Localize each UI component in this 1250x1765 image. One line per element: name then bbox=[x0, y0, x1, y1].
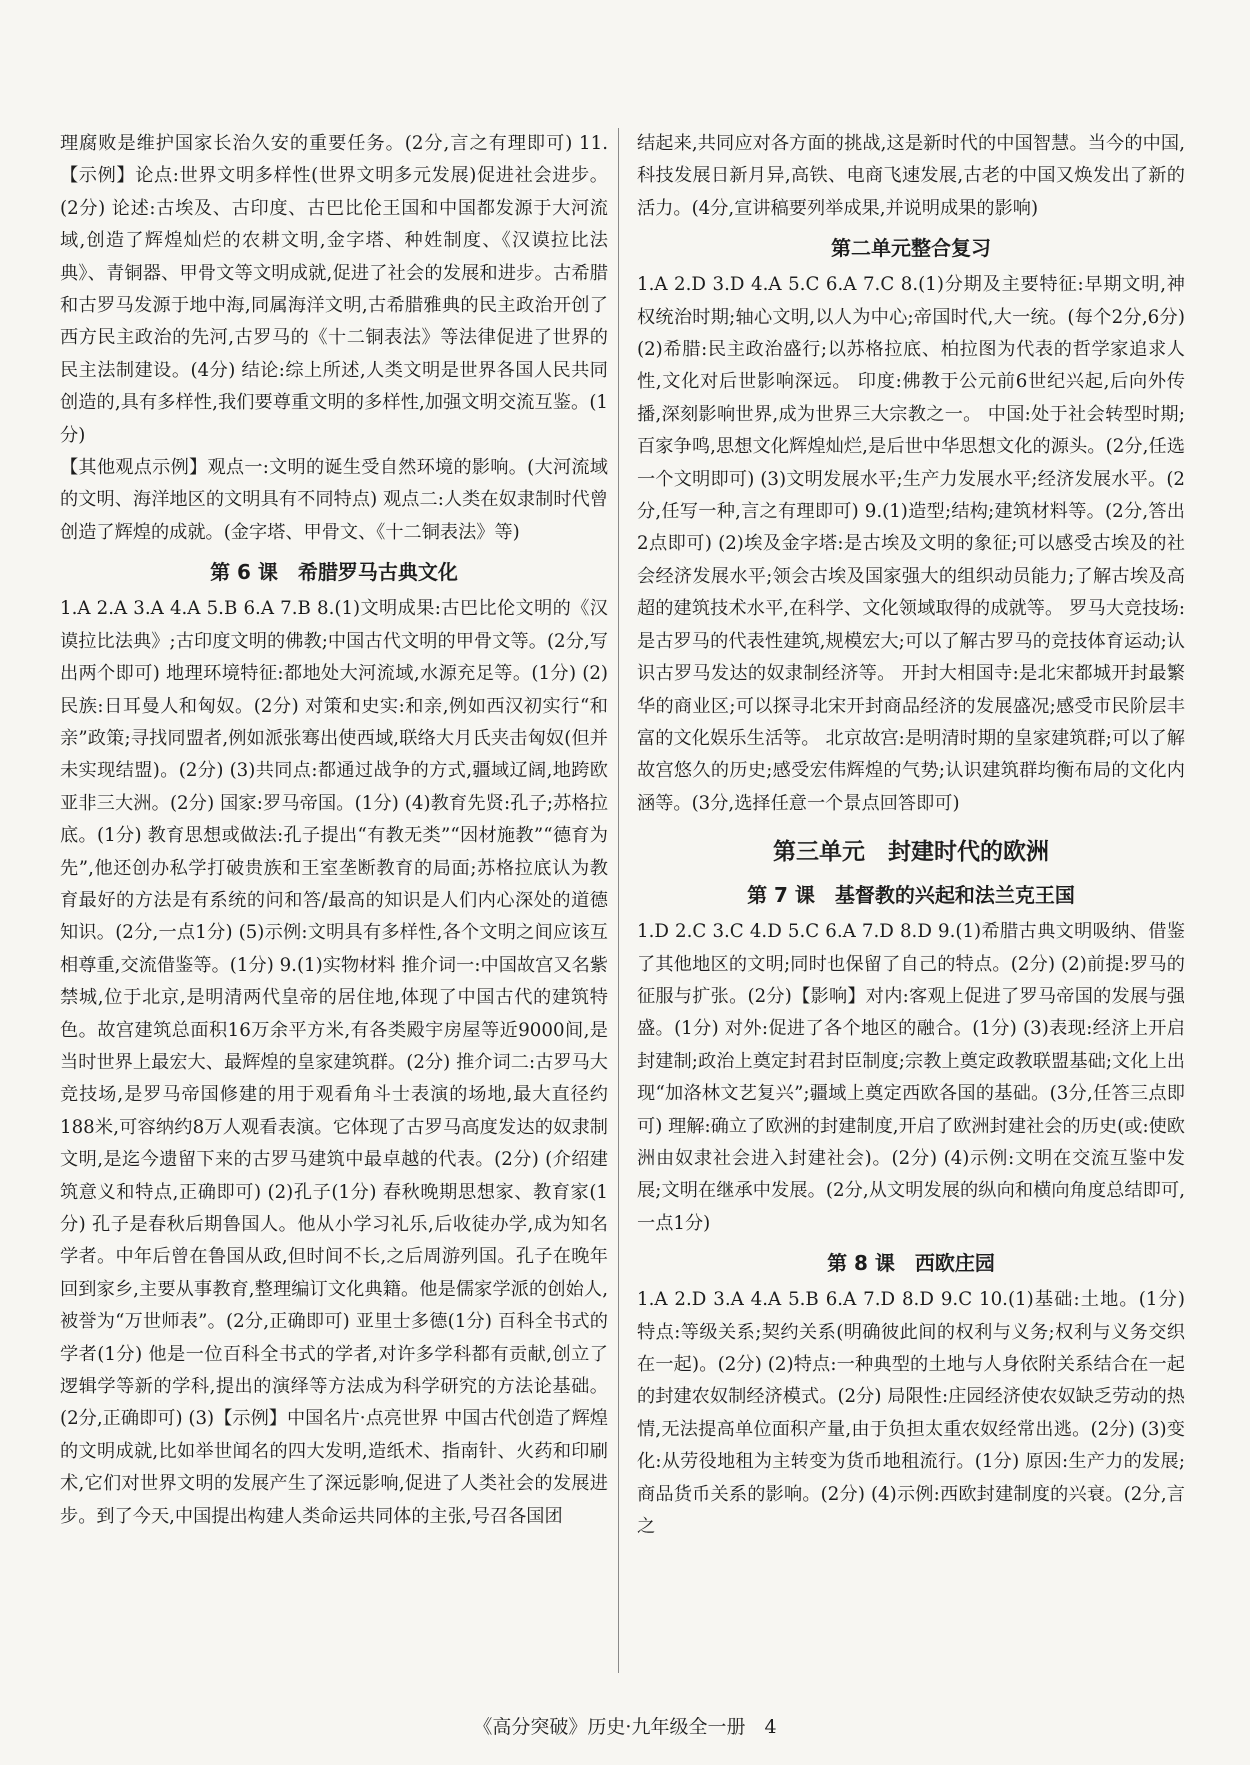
answer-paragraph: 1.D 2.C 3.C 4.D 5.C 6.A 7.D 8.D 9.(1)希腊古典文明吸纳、借鉴了其他地区的文明;同时也保留了自己的特点。(2分) (2)前提:罗马的征服与扩张。(2分)【影响】对内:客观上促进了罗马帝国的发展与强盛。(1分) 对外:促进了各个地区的融合。(1分) (3)表现:经济上开启封建制;政治上奠定封君封臣制度;宗教上奠定政教联盟基础;文化上出现“加洛林文艺复兴”;疆域上奠定西欧各国的基础。(3分,任答三点即可) 理解:确立了欧洲的封建制度,开启了欧洲封建社会的历史(或:使欧洲由奴隶社会进入封建社会)。(2分) (4)示例:文明在交流互鉴中发展;文明在继承中发展。(2分,从文明发展的纵向和横向角度总结即可,一点1分) bbox=[637, 921, 1185, 1234]
lesson-title: 第 8 课 西欧庄园 bbox=[827, 1251, 995, 1276]
page-footer: 《高分突破》历史·九年级全一册 4 bbox=[473, 1716, 777, 1738]
column-divider bbox=[618, 128, 619, 1673]
answer-paragraph: 理腐败是维护国家长治久安的重要任务。(2分,言之有理即可) 11.【示例】论点:世界文明多样性(世界文明多元发展)促进社会进步。(2分) 论述:古埃及、古印度、古巴比伦王国和中国都发源于大河流域,创造了辉煌灿烂的农耕文明,金字塔、种姓制度、《汉谟拉比法典》、青铜器、甲骨文等文明成就,促进了社会的发展和进步。古希腊和古罗马发源于地中海,同属海洋文明,古希腊雅典的民主政治开创了西方民主政治的先河,古罗马的《十二铜表法》等法律促进了世界的民主法制建设。(4分) 结论:综上所述,人类文明是世界各国人民共同创造的,具有多样性,我们要尊重文明的多样性,加强文明交流互鉴。(1分) bbox=[60, 133, 608, 446]
unit-review-title: 第二单元整合复习 bbox=[831, 236, 991, 261]
answer-paragraph: 1.A 2.D 3.D 4.A 5.C 6.A 7.C 8.(1)分期及主要特征:早期文明,神权统治时期;轴心文明,以人为中心;帝国时代,大一统。(每个2分,6分) (2)希腊:民主政治盛行;以苏格拉底、柏拉图为代表的哲学家追求人性,文化对后世影响深远。 印度:佛教于公元前6世纪兴起,后向外传播,深刻影响世界,成为世界三大宗教之一。 中国:处于社会转型时期;百家争鸣,思想文化辉煌灿烂,是后世中华思想文化的源头。(2分,任选一个文明即可) (3)文明发展水平;生产力发展水平;经济发展水平。(2分,任写一种,言之有理即可) 9.(1)造型;结构;建筑材料等。(2分,答出2点即可) (2)埃及金字塔:是古埃及文明的象征;可以感受古埃及的社会经济发展水平;领会古埃及国家强大的组织动员能力;了解古埃及高超的建筑技术水平,在科学、文化领域取得的成就等。 罗马大竞技场:是古罗马的代表性建筑,规模宏大;可以了解古罗马的竞技体育运动;认识古罗马发达的奴隶制经济等。 开封大相国寺:是北宋都城开封最繁华的商业区;可以探寻北宋开封商品经济的发展盛况;感受市民阶层丰富的文化娱乐生活等。 北京故宫:是明清时期的皇家建筑群;可以了解故宫悠久的历史;感受宏伟辉煌的气势;认识建筑群均衡布局的文化内涵等。(3分,选择任意一个景点回答即可) bbox=[637, 274, 1185, 814]
right-column bbox=[637, 128, 1185, 1543]
answer-paragraph: 结起来,共同应对各方面的挑战,这是新时代的中国智慧。当今的中国,科技发展日新月异,高铁、电商飞速发展,古老的中国又焕发出了新的活力。(4分,宣讲稿要列举成果,并说明成果的影响) bbox=[637, 133, 1185, 219]
lesson-title: 第 6 课 希腊罗马古典文化 bbox=[210, 560, 458, 585]
answer-paragraph: 1.A 2.A 3.A 4.A 5.B 6.A 7.B 8.(1)文明成果:古巴比伦文明的《汉谟拉比法典》;古印度文明的佛教;中国古代文明的甲骨文等。(2分,写出两个即可) 地理环境特征:都地处大河流域,水源充足等。(1分) (2)民族:日耳曼人和匈奴。(2分) 对策和史实:和亲,例如西汉初实行“和亲”政策;寻找同盟者,例如派张骞出使西域,联络大月氏夹击匈奴(但并未实现结盟)。(2分) (3)共同点:都通过战争的方式,疆域辽阔,地跨欧亚非三大洲。(2分) 国家:罗马帝国。(1分) (4)教育先贤:孔子;苏格拉底。(1分) 教育思想或做法:孔子提出“有教无类”“因材施教”“德育为先”,他还创办私学打破贵族和王室垄断教育的局面;苏格拉底认为教育最好的方法是有系统的问和答/最高的知识是人们内心深处的道德知识。(2分,一点1分) (5)示例:文明具有多样性,各个文明之间应该互相尊重,交流借鉴等。(1分) 9.(1)实物材料 推介词一:中国故宫又名紫禁城,位于北京,是明清两代皇帝的居住地,体现了中国古代的建筑特色。故宫建筑总面积16万余平方米,有各类殿宇房屋等近9000间,是当时世界上最宏大、最辉煌的皇家建筑群。(2分) 推介词二:古罗马大竞技场,是罗马帝国修建的用于观看角斗士表演的场地,最大直径约188米,可容纳约8万人观看表演。它体现了古罗马高度发达的奴隶制文明,是迄今遗留下来的古罗马建筑中最卓越的代表。(2分) (介绍建筑意义和特点,正确即可) (2)孔子(1分) 春秋晚期思想家、教育家(1分) 孔子是春秋后期鲁国人。他从小学习礼乐,后收徒办学,成为知名学者。中年后曾在鲁国从政,但时间不长,之后周游列国。孔子在晚年回到家乡,主要从事教育,整理编订文化典籍。他是儒家学派的创始人,被誉为“万世师表”。(2分,正确即可) 亚里士多德(1分) 百科全书式的学者(1分) 他是一位百科全书式的学者,对许多学科都有贡献,创立了逻辑学等新的学科,提出的演绎等方法成为科学研究的方法论基础。(2分,正确即可) (3)【示例】中国名片·点亮世界 中国古代创造了辉煌的文明成就,比如举世闻名的四大发明,造纸术、指南针、火药和印刷术,它们对世界文明的发展产生了深远影响,促进了人类社会的发展进步。到了今天,中国提出构建人类命运共同体的主张,号召各国团 bbox=[60, 598, 608, 1527]
left-column bbox=[60, 128, 608, 1533]
answer-paragraph: 【其他观点示例】观点一:文明的诞生受自然环境的影响。(大河流域的文明、海洋地区的文明具有不同特点) 观点二:人类在奴隶制时代曾创造了辉煌的成就。(金字塔、甲骨文、《十二铜表法》等) bbox=[60, 457, 608, 543]
answer-paragraph: 1.A 2.D 3.A 4.A 5.B 6.A 7.D 8.D 9.C 10.(1)基础:土地。(1分) 特点:等级关系;契约关系(明确彼此间的权利与义务;权利与义务交织在一起)。(2分) (2)特点:一种典型的土地与人身依附关系结合在一起的封建农奴制经济模式。(2分) 局限性:庄园经济使农奴缺乏劳动的热情,无法提高单位面积产量,由于负担太重农奴经常出逃。(2分) (3)变化:从劳役地租为主转变为货币地租流行。(1分) 原因:生产力的发展;商品货币关系的影响。(2分) (4)示例:西欧封建制度的兴衰。(2分,言之 bbox=[637, 1289, 1185, 1538]
unit-title: 第三单元 封建时代的欧洲 bbox=[773, 839, 1049, 866]
lesson-title: 第 7 课 基督教的兴起和法兰克王国 bbox=[747, 883, 1075, 908]
